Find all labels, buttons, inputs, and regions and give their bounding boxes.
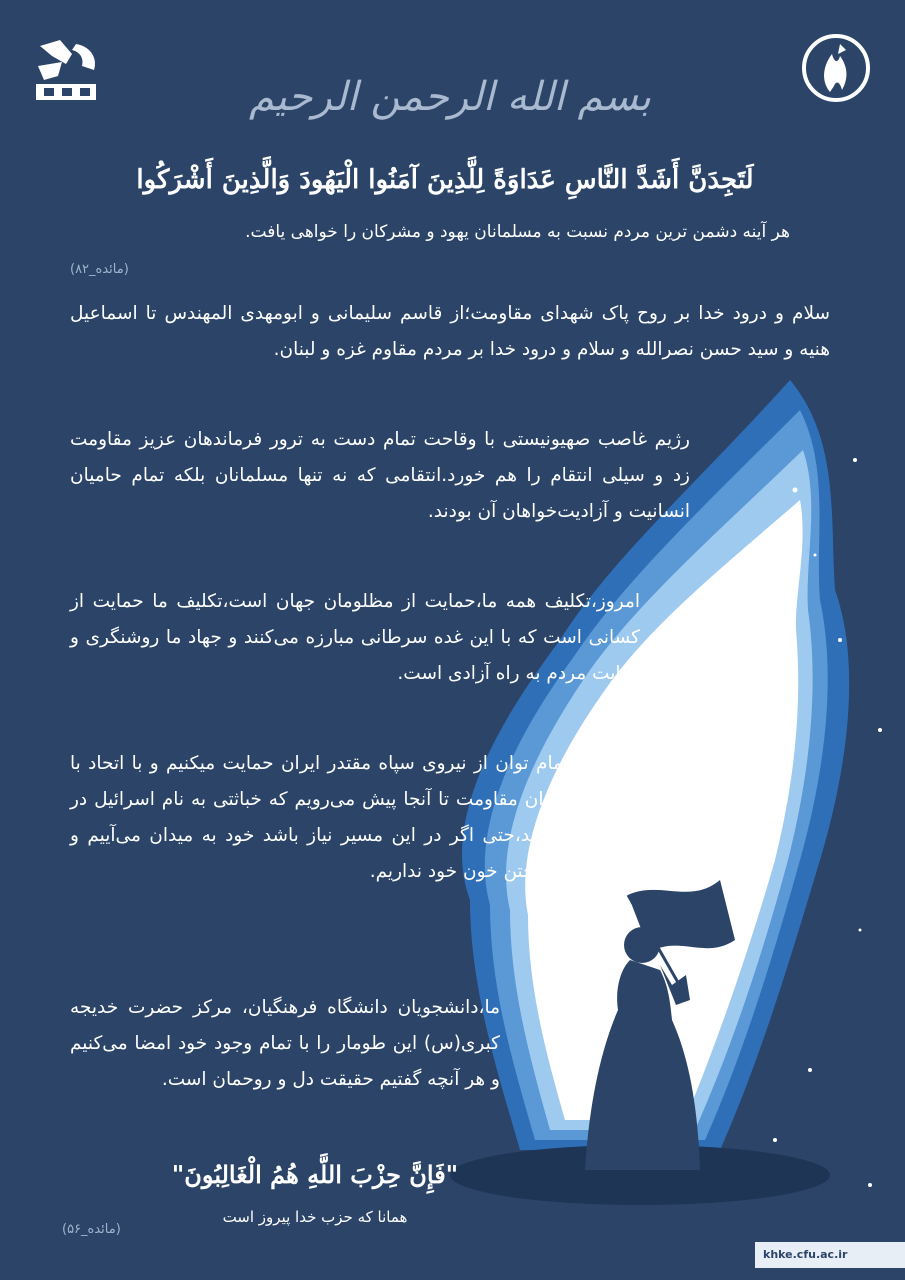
paragraph-signatories: ما،دانشجویان دانشگاه فرهنگیان، مرکز حضرت خدیجه کبری(س) این طومار را با تمام وجود خود امضا می‌کنیم و هر آنچه گفتیم حقیقت دل و روحمان است. (70, 997, 500, 1090)
paragraph-duty: امروز،تکلیف همه ما،حمایت از مظلومان جهان است،تکلیف ما حمایت از کسانی است که با این غده سرطانی مبارزه می‌کنند و جهاد ما روشنگری و هدایت مردم به راه آزادی است. (70, 591, 640, 684)
quran-verse-arabic: لَتَجِدَنَّ أَشَدَّ النَّاسِ عَدَاوَةً لِلَّذِينَ آمَنُوا الْيَهُودَ وَالَّذِينَ أَشْرَكُوا (136, 165, 754, 195)
closing-verse-translation: همانا که حزب خدا پیروز است (222, 1208, 408, 1226)
flame-emblem-icon (800, 30, 872, 106)
bismillah-calligraphy: بسم الله الرحمن الرحیم (248, 74, 652, 120)
quran-verse-translation: هر آینه دشمن ترین مردم نسبت به مسلمانان یهود و مشرکان را خواهی یافت. (245, 222, 790, 242)
website-badge: khke.cfu.ac.ir (755, 1242, 905, 1268)
verse-reference: (مائده_۸۲) (70, 262, 129, 277)
paragraph-support: ما با تمام توان از نیروی سپاه مقتدر ایران حمایت میکنیم و با اتحاد با دیگر سران مقاومت تا آنجا پیش می‌رویم که خباثتی به نام اسرائیل در جهان نباشد،حتی اگر در این مسیر نیاز باشد خود به میدان می‌آییم و باکی از ریختن خون خود نداریم. (70, 753, 610, 882)
university-logo-icon (32, 36, 102, 108)
paragraph-assassination: رژیم غاصب صهیونیستی با وقاحت تمام دست به ترور فرماندهان عزیز مقاومت زد و سیلی انتقام را هم خورد.انتقامی که نه تنها مسلمانان بلکه تمام حامیان انسانیت و آزادیت‌خواهان آن بودند. (70, 429, 690, 522)
closing-verse-arabic: "فَإِنَّ حِزْبَ اللَّهِ هُمُ الْغَالِبُونَ" (171, 1160, 459, 1189)
closing-reference: (مائده_۵۶) (62, 1222, 121, 1237)
paragraph-greeting: سلام و درود خدا بر روح پاک شهدای مقاومت؛از قاسم سلیمانی و ابومهدی المهندس تا اسماعیل هنیه و سید حسن نصرالله و سلام و درود خدا بر مردم مقاوم غزه و لبنان. (70, 303, 830, 360)
